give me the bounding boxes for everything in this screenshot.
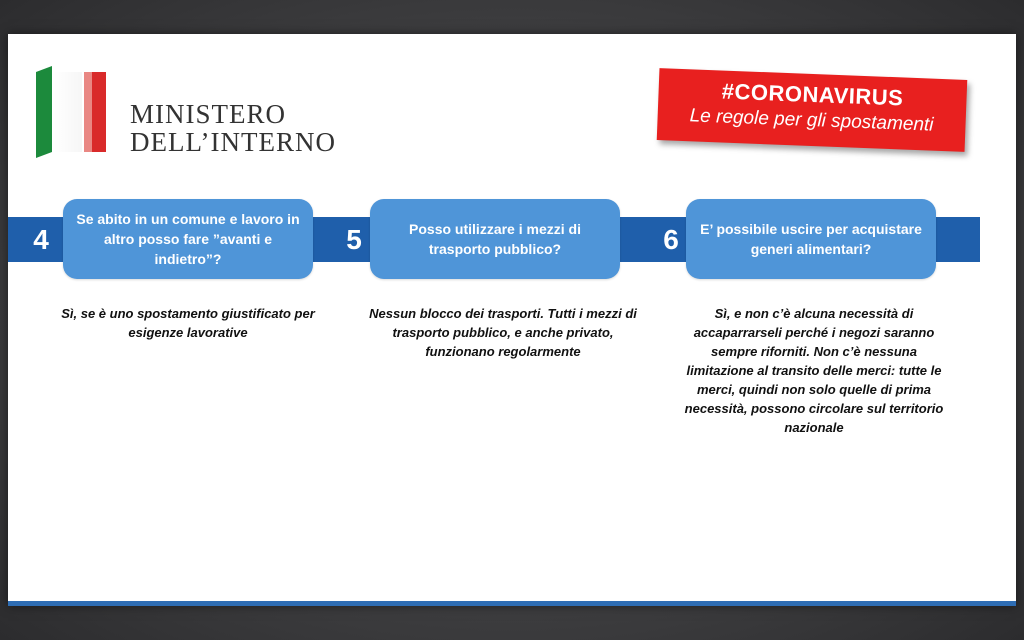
answer-text-4: Sì, se è uno spostamento giustificato per esigenze lavorative [61, 306, 315, 340]
answer-text-6: Sì, e non c’è alcuna necessità di accaparrarseli perché i negozi saranno sempre riforniti. Non c’è nessuna limitazione al transito delle merci: tutte le merci, quindi non solo quelle di prima necessità, possono circolare sul territorio nazionale [684, 306, 944, 435]
ministero-logo [30, 66, 360, 166]
banner-subtitle: Le regole per gli spostamenti [689, 105, 934, 136]
slide [8, 34, 1016, 606]
question-box-4 [63, 199, 313, 279]
answer-text-5: Nessun blocco dei trasporti. Tutti i mezzi di trasporto pubblico, e anche privato, funzionano regolarmente [369, 306, 637, 359]
italian-flag-emblem-icon [30, 66, 110, 158]
logo-line-2: DELL’INTERNO [130, 127, 336, 157]
bottom-rule [8, 601, 1016, 606]
logo-line-1: MINISTERO [130, 99, 286, 129]
question-text-5: Posso utilizzare i mezzi di trasporto pubblico? [409, 221, 581, 257]
question-box-6 [686, 199, 936, 279]
question-text-4: Se abito in un comune e lavoro in altro posso fare ”avanti e indietro”? [76, 211, 300, 267]
step-number-5: 5 [346, 224, 362, 255]
step-number-4: 4 [33, 224, 49, 255]
question-box-5 [370, 199, 620, 279]
step-number-6: 6 [663, 224, 679, 255]
coronavirus-banner [657, 68, 968, 152]
question-text-6: E’ possibile uscire per acquistare generi alimentari? [700, 221, 922, 257]
banner-hashtag: #CORONAVIRUS [721, 78, 904, 111]
ministero-wordmark [130, 100, 336, 156]
